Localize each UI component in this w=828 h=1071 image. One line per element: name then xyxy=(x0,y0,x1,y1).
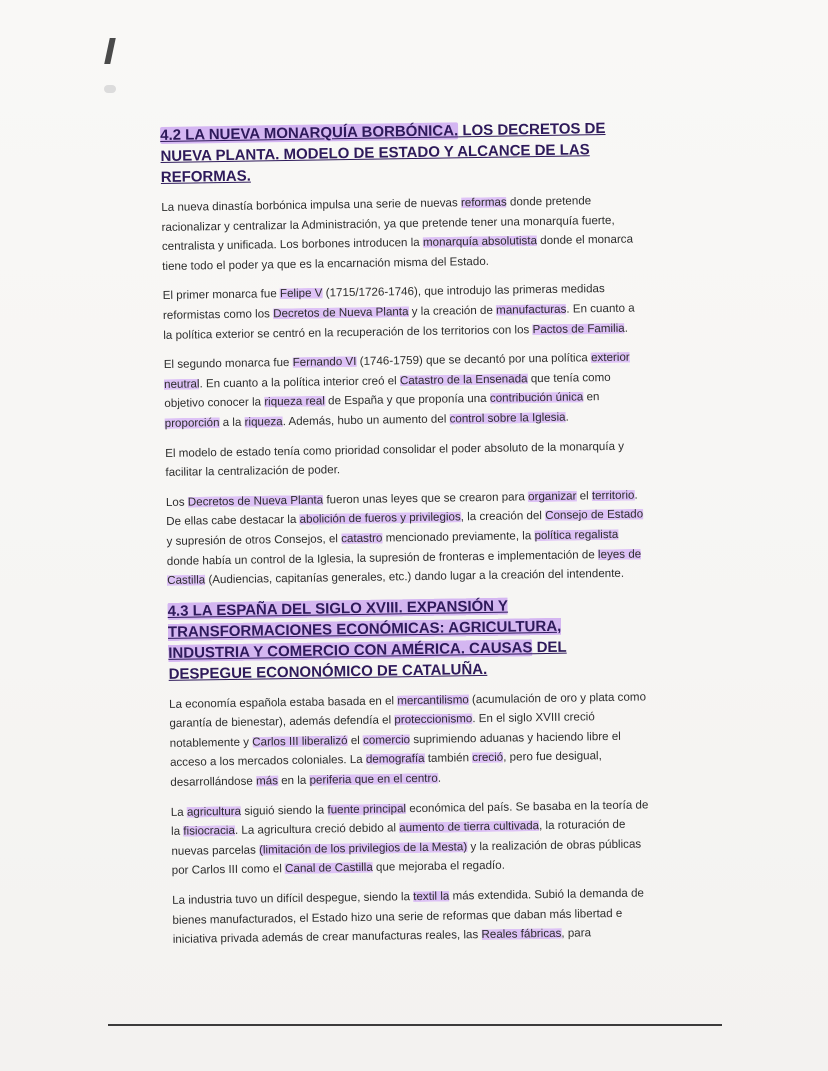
highlighted-text: exterior neutral xyxy=(163,350,630,391)
highlighted-text: Decretos de Nueva Planta xyxy=(273,305,409,321)
text-run: a la xyxy=(219,415,245,430)
highlighted-text: territorio xyxy=(591,488,635,502)
paragraph-felipe-v xyxy=(163,279,642,345)
highlighted-text: Consejo de Estado xyxy=(545,507,644,523)
text-run: . En el siglo XVIII creció notablemente y xyxy=(169,710,595,750)
text-run: en xyxy=(583,390,600,404)
highlighted-text: Fernando VI xyxy=(292,355,357,370)
highlighted-text: (limitación de los privilegios de la Mesta) xyxy=(258,840,468,857)
title-highlight: 4.2 LA NUEVA MONARQUÍA BORBÓNICA. xyxy=(160,122,459,144)
text-run: suprimiendo aduanas y haciendo libre el acceso a los mercados coloniales. La xyxy=(169,729,621,770)
text-run: El modelo de estado tenía como prioridad consolidar el poder absoluto de la monarquía y facilitar la centralización de poder. xyxy=(165,439,625,480)
text-run: . xyxy=(565,410,569,424)
text-run: . xyxy=(624,321,629,335)
document-body xyxy=(160,117,651,959)
text-run: y la realización de obras públicas por Carlos III como el xyxy=(171,837,642,878)
text-run: , para xyxy=(561,926,592,941)
text-run: también xyxy=(424,751,473,766)
section-title-4-3 xyxy=(167,593,646,684)
highlighted-text: política regalista xyxy=(534,527,619,543)
highlighted-text: Felipe V xyxy=(279,286,323,301)
section-title-4-2 xyxy=(160,117,639,188)
text-run: . De ellas cabe destacar la xyxy=(166,488,638,529)
highlighted-text: más xyxy=(255,774,279,788)
text-run: (1715/1726-1746), que introdujo las primeras medidas reformistas como los xyxy=(162,282,605,322)
highlighted-text: textil la xyxy=(413,889,450,904)
highlighted-text: fisiocracia xyxy=(183,824,235,838)
text-run: (Audiencias, capitanías generales, etc.) dando lugar a la creación del intendente. xyxy=(205,566,625,587)
highlighted-text: manufacturas xyxy=(496,302,567,317)
text-run: . xyxy=(437,771,442,785)
text-run: . En cuanto a la política exterior se centró en la recuperación de los territorios con los xyxy=(163,301,635,342)
highlighted-text: contribución única xyxy=(489,390,584,406)
text-run: y supresión de otros Consejos, el xyxy=(166,532,342,548)
title-rest: DEL DESPEGUE ECONONÓMICO DE CATALUÑA. xyxy=(168,638,567,683)
text-run: La nueva dinastía borbónica impulsa una serie de nuevas xyxy=(161,196,462,214)
text-run: El segundo monarca fue xyxy=(163,356,293,372)
highlighted-text: Decretos de Nueva Planta xyxy=(187,493,324,509)
title-highlight: 4.3 LA ESPAÑA DEL SIGLO XVIII. EXPANSIÓN Y TRANSFORMACIONES ECONÓMICAS: AGRICULTURA, INDUSTRIA Y COMERCIO CON AMÉRICA. CAUSAS xyxy=(167,597,562,662)
highlighted-text: riqueza real xyxy=(264,394,325,409)
text-run: Los xyxy=(165,495,188,509)
text-run: en la xyxy=(277,773,310,788)
text-run: que tenía como objetivo conocer la xyxy=(164,370,611,411)
text-run: La industria tuvo un difícil despegue, siendo la xyxy=(172,890,414,907)
text-run: La xyxy=(170,805,188,819)
highlighted-text: periferia que en el centro xyxy=(309,771,438,787)
highlighted-text: demografía xyxy=(365,752,425,767)
highlighted-text: proporción xyxy=(164,416,220,430)
text-run: que mejoraba el regadío. xyxy=(372,859,505,875)
paragraph-dinastia xyxy=(161,190,640,276)
paragraph-fernando-vi xyxy=(164,348,643,434)
highlighted-text: Canal de Castilla xyxy=(285,861,373,876)
paragraph-economia xyxy=(169,687,648,792)
text-run: (1746-1759) que se decantó por una política xyxy=(356,351,592,369)
corner-pen-mark xyxy=(104,38,116,64)
text-run: el xyxy=(576,488,593,503)
highlighted-text: fuente principal xyxy=(327,801,407,817)
text-run: . Además, hubo un aumento del xyxy=(282,412,450,429)
highlighted-text: comercio xyxy=(362,733,411,747)
text-run: La economía española estaba basada en el xyxy=(168,694,398,711)
highlighted-text: agricultura xyxy=(186,804,242,819)
highlighted-text: control sobre la Iglesia xyxy=(449,410,566,426)
paragraph-industria xyxy=(172,883,651,949)
text-run: , la roturación de nuevas parcelas xyxy=(171,818,626,858)
highlighted-text: mercantilismo xyxy=(397,692,469,708)
highlighted-text: proteccionismo xyxy=(394,712,473,727)
text-run: mencionado previamente, la xyxy=(382,529,535,545)
highlighted-text: riqueza xyxy=(244,415,283,429)
text-run: donde había un control de la Iglesia, la supresión de fronteras e implementación de xyxy=(166,547,599,568)
text-run: , pero fue desigual, desarrollándose xyxy=(170,749,602,789)
highlighted-text: catastro xyxy=(341,531,383,546)
title-rest: LOS DECRETOS DE NUEVA PLANTA. MODELO DE ESTADO Y ALCANCE DE LAS REFORMAS. xyxy=(160,120,606,186)
text-run: de España y que proponía una xyxy=(324,392,490,408)
text-run: fueron unas leyes que se crearon para xyxy=(323,489,529,507)
text-run: donde el monarca tiene todo el poder ya que es la encarnación misma del Estado. xyxy=(162,232,634,273)
text-run: . La agricultura creció debido al xyxy=(234,821,400,838)
text-run: , la creación del xyxy=(460,509,546,524)
highlighted-text: abolición de fueros y privilegios xyxy=(299,510,461,527)
text-run: . En cuanto a la política interior creó el xyxy=(199,374,401,391)
text-run: el xyxy=(347,733,364,748)
highlighted-text: leyes de Castilla xyxy=(167,546,642,588)
highlighted-text: aumento de tierra cultivada xyxy=(399,819,540,835)
highlighted-text: creció xyxy=(472,751,504,765)
highlighted-text: organizar xyxy=(527,489,577,503)
paragraph-decretos xyxy=(166,485,645,590)
text-run: siguió siendo la xyxy=(240,803,328,818)
text-run: El primer monarca fue xyxy=(162,287,281,303)
text-run: donde pretende racionalizar y centralizar la Administración, ya que pretende tener una monarquía fuerte, centralista y unificada. Los borbones introducen la xyxy=(161,194,615,254)
text-run: (acumulación de oro y plata como garantía de bienestar), además defendía el xyxy=(169,690,647,731)
paragraph-modelo-estado xyxy=(165,436,644,483)
text-run: más extendida. Subió la demanda de bienes manufacturados, el Estado hizo una serie de reformas que daban más libertad e iniciativa privada además de crear manufacturas reales, las xyxy=(172,886,645,947)
highlighted-text: Pactos de Familia xyxy=(532,321,625,336)
highlighted-text: reformas xyxy=(460,195,507,210)
text-run: económica del país. Se basaba en la teoría de la xyxy=(170,798,649,839)
highlighted-text: Carlos III liberalizó xyxy=(252,734,348,749)
corner-smudge xyxy=(104,85,116,93)
highlighted-text: Catastro de la Ensenada xyxy=(399,372,528,388)
page-bottom-edge xyxy=(108,1024,722,1026)
highlighted-text: Reales fábricas xyxy=(481,927,562,942)
paragraph-agricultura xyxy=(171,795,650,881)
highlighted-text: monarquía absolutista xyxy=(422,234,538,250)
text-run: y la creación de xyxy=(408,303,497,319)
